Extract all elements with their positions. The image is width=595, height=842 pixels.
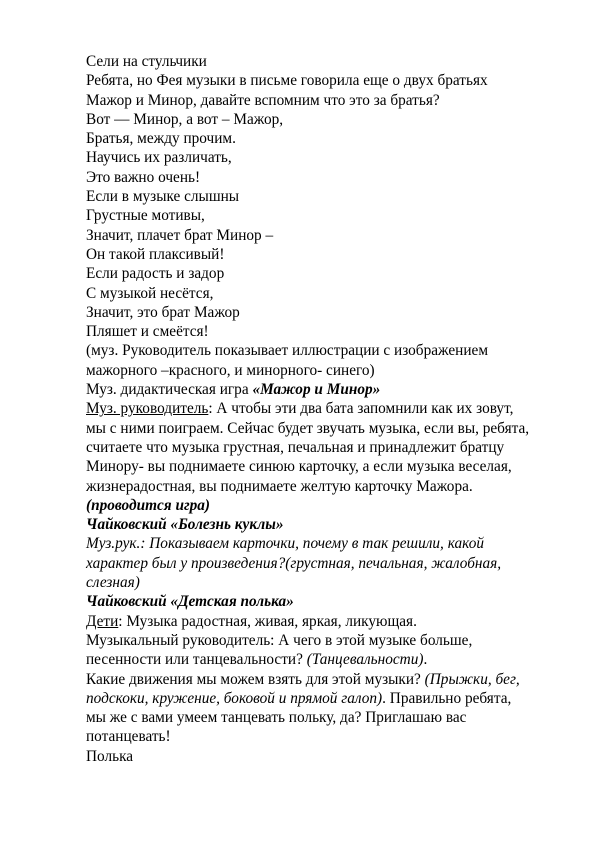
- piece-answer-line: Муз.рук.: Показываем карточки, почему в так решили, какой: [86, 535, 485, 553]
- director-line: [86, 399, 566, 418]
- poem-line: Если в музыке слышны: [86, 188, 240, 206]
- game-title: «Мажор и Минор»: [252, 381, 381, 399]
- piece-answer-line: характер был у произведения?(грустная, печальная, жалобная,: [86, 554, 502, 572]
- director-line: Минору- вы поднимаете синюю карточку, а если музыка веселая,: [86, 458, 512, 476]
- kids-label: Дети: [86, 612, 119, 630]
- poem-line: Пляшет и смеётся!: [86, 323, 209, 341]
- poem-line: Он такой плаксивый!: [86, 245, 225, 263]
- kids-line: [86, 612, 566, 631]
- final-line: Полька: [86, 747, 134, 765]
- question-end: .: [423, 651, 428, 669]
- piece-title: Чайковский «Детская полька»: [86, 593, 294, 611]
- game-note: (проводится игра): [86, 496, 211, 514]
- movements-line: потанцевать!: [86, 728, 171, 746]
- text-line: мажорного –красного, и минорного- синего): [86, 361, 375, 379]
- poem-line: Братья, между прочим.: [86, 130, 236, 148]
- question-line: Музыкальный руководитель: А чего в этой музыке больше,: [86, 631, 473, 649]
- text-line: Ребята, но Фея музыки в письме говорила еще о двух братьях: [86, 72, 488, 90]
- director-line: мы с ними поиграем. Сейчас будет звучать музыка, если вы, ребята,: [86, 419, 530, 437]
- question-answer: (Танцевальности): [306, 651, 424, 669]
- game-line: [86, 380, 566, 399]
- poem-line: Грустные мотивы,: [86, 207, 205, 225]
- movements-answer: подскоки, кружение, боковой и прямой галоп): [86, 689, 383, 707]
- poem-line: Если радость и задор: [86, 265, 225, 283]
- poem-line: Значит, плачет брат Минор –: [86, 226, 274, 244]
- movements-answer: (Прыжки, бег,: [424, 670, 520, 688]
- director-text: : А чтобы эти два бата запомнили как их зовут,: [208, 400, 514, 418]
- poem-line: Вот — Минор, а вот – Мажор,: [86, 110, 284, 128]
- piece-title: Чайковский «Болезнь куклы»: [86, 516, 284, 534]
- director-line: считаете что музыка грустная, печальная и принадлежит братцу: [86, 438, 505, 456]
- movements-end: . Правильно ребята,: [382, 689, 512, 707]
- director-line: жизнерадостная, вы поднимаете желтую карточку Мажора.: [86, 477, 473, 495]
- movements-line: [86, 689, 566, 708]
- text-line: (муз. Руководитель показывает иллюстрации с изображением: [86, 342, 489, 360]
- director-label: Муз. руководитель: [86, 400, 209, 418]
- poem-line: Научись их различать,: [86, 149, 232, 167]
- text-line: Мажор и Минор, давайте вспомним что это за братья?: [86, 91, 440, 109]
- movements-line: мы же с вами умеем танцевать польку, да? Приглашаю вас: [86, 709, 467, 727]
- piece-answer-line: слезная): [86, 574, 140, 592]
- document-page: [86, 52, 566, 766]
- game-line-text: Муз. дидактическая игра: [86, 381, 253, 399]
- poem-line: Это важно очень!: [86, 168, 201, 186]
- question-line: [86, 650, 566, 669]
- poem-line: Значит, это брат Мажор: [86, 303, 240, 321]
- movements-line: [86, 670, 566, 689]
- movements-text: Какие движения мы можем взять для этой музыки?: [86, 670, 425, 688]
- question-text: песенности или танцевальности?: [86, 651, 307, 669]
- poem-line: С музыкой несётся,: [86, 284, 214, 302]
- kids-text: : Музыка радостная, живая, яркая, ликующая.: [118, 612, 417, 630]
- text-line: Сели на стульчики: [86, 53, 207, 70]
